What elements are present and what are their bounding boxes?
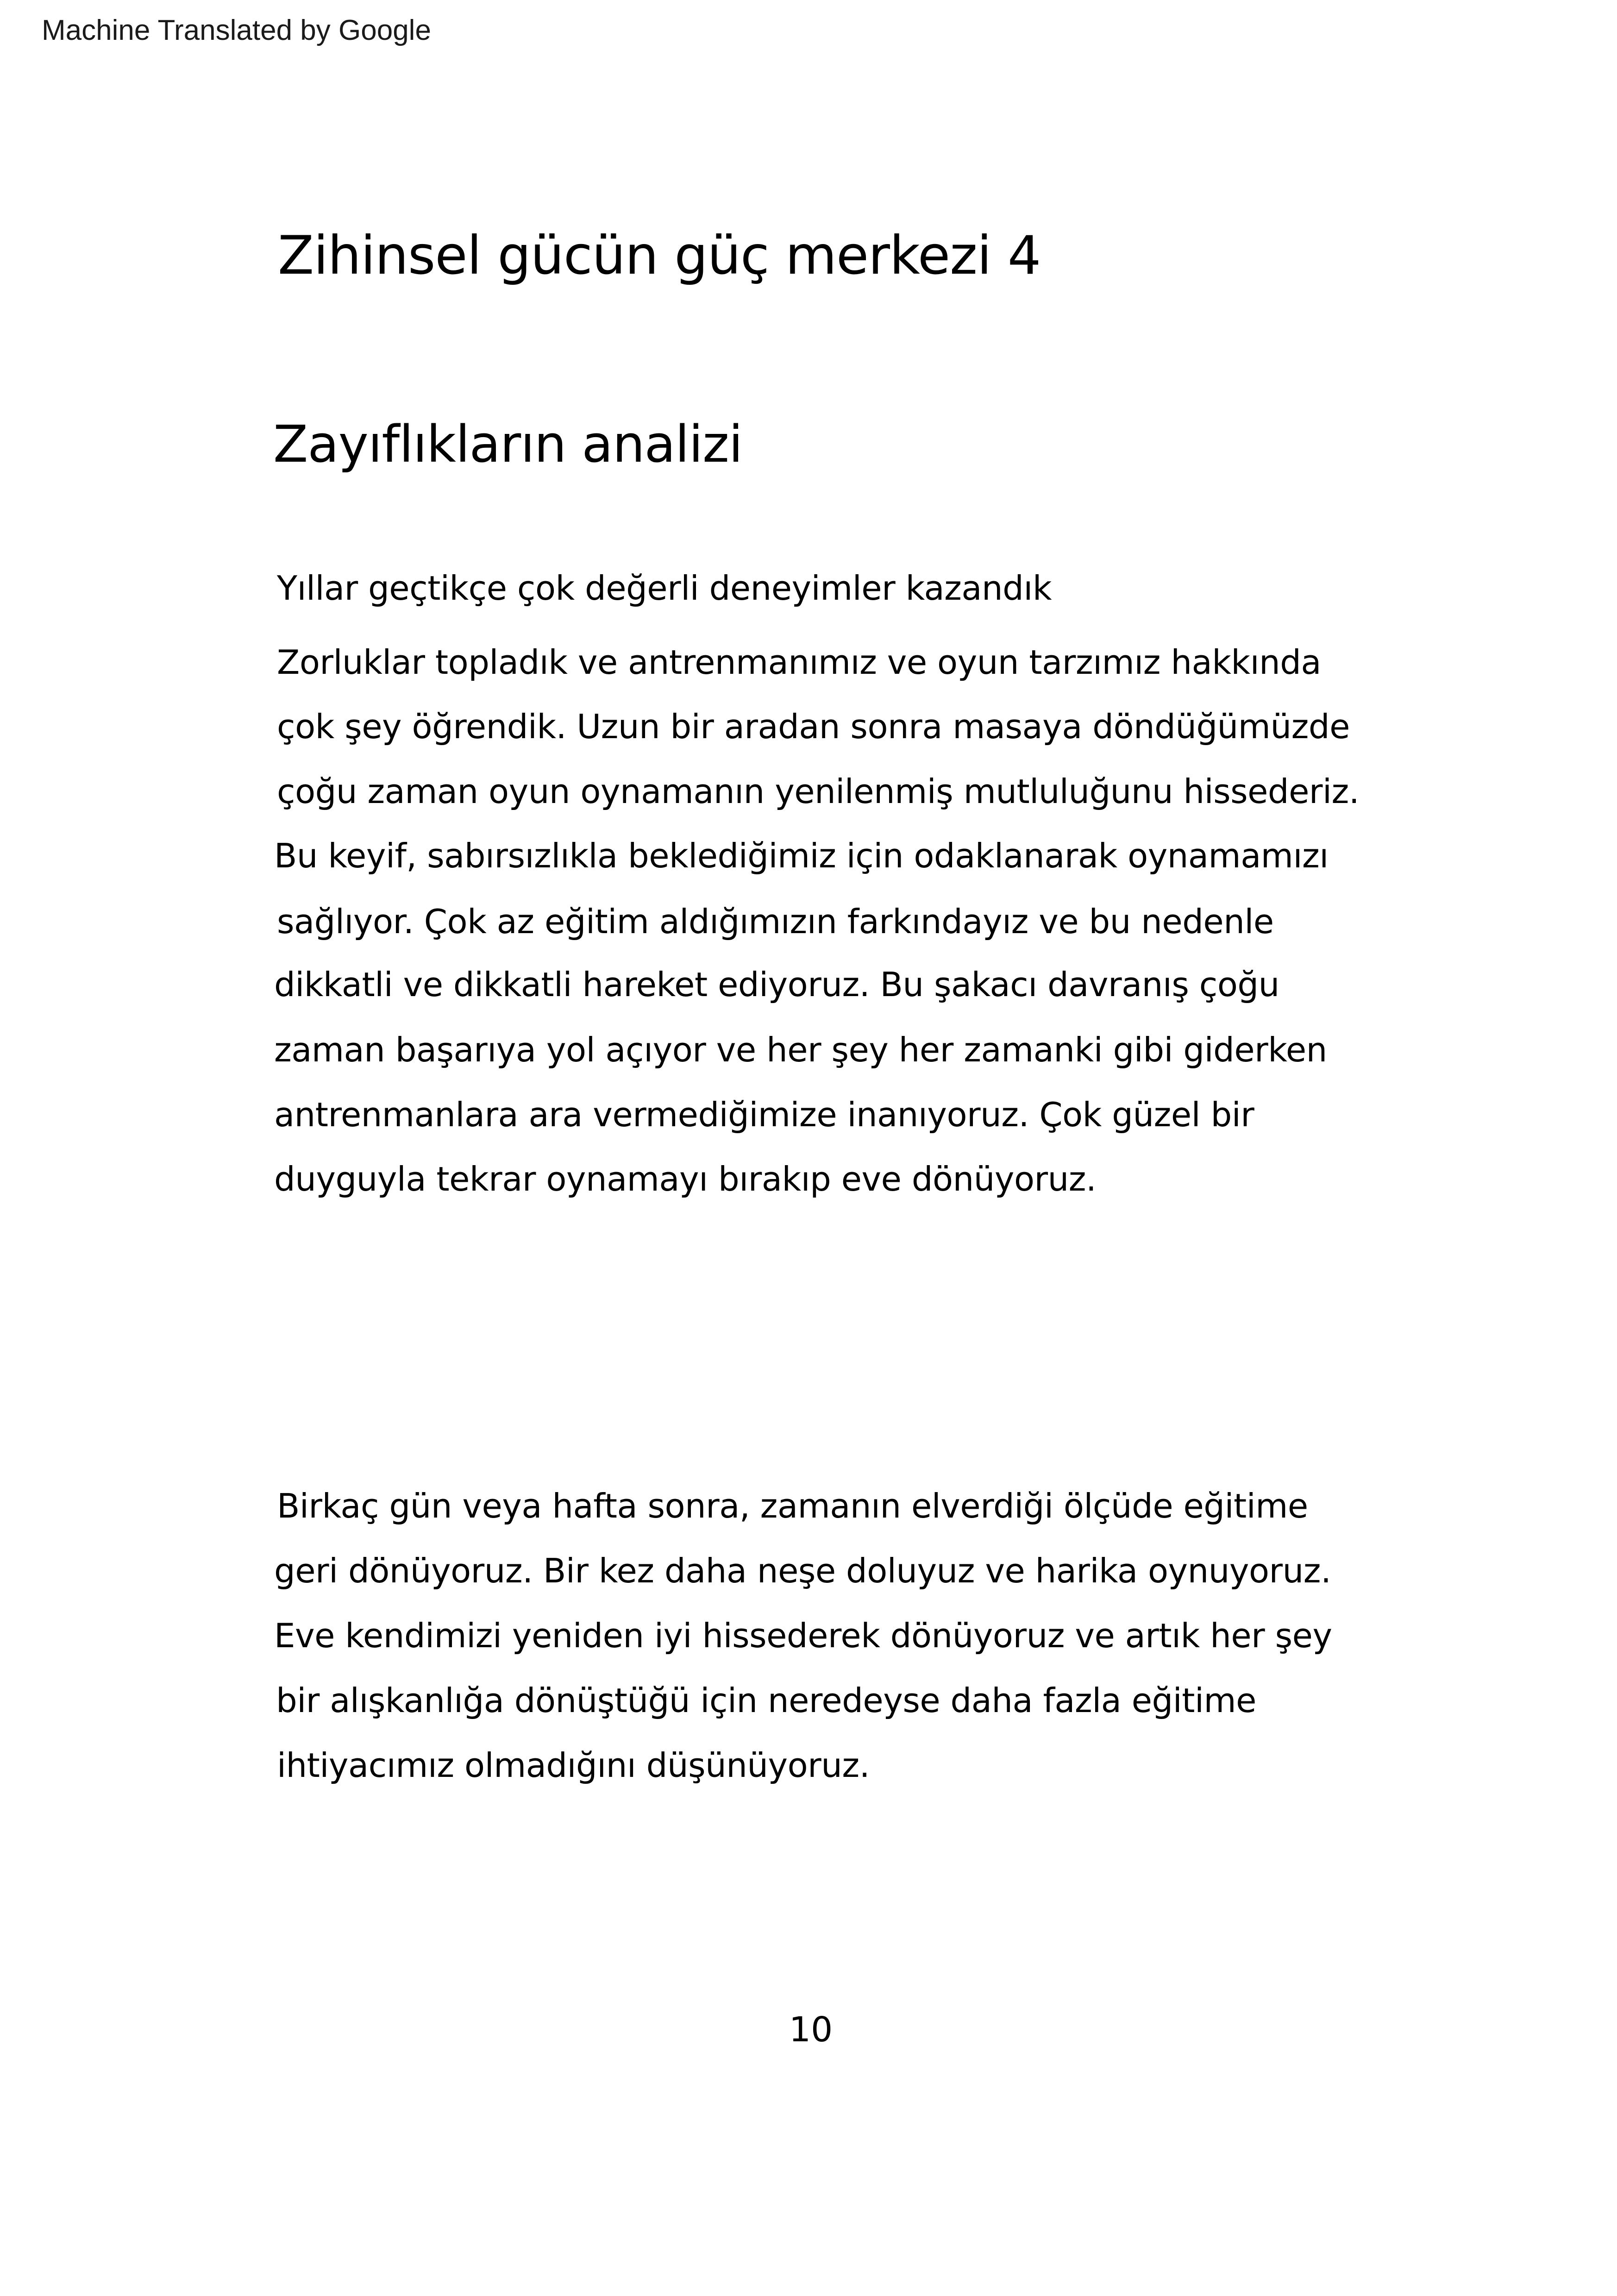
paragraph-line: dikkatli ve dikkatli hareket ediyoruz. Bu şakacı davranış çoğu	[274, 965, 1279, 1004]
machine-translation-watermark: Machine Translated by Google	[42, 14, 431, 46]
page-number: 10	[789, 2010, 833, 2050]
paragraph-line: Yıllar geçtikçe çok değerli deneyimler kazandık	[277, 569, 1052, 608]
section-title: Zayıflıkların analizi	[273, 414, 743, 474]
paragraph-line: Zorluklar topladık ve antrenmanımız ve oyun tarzımız hakkında	[277, 643, 1322, 682]
paragraph-line: Eve kendimizi yeniden iyi hissederek dönüyoruz ve artık her şey	[274, 1616, 1332, 1655]
paragraph-line: geri dönüyoruz. Bir kez daha neşe doluyuz ve harika oynuyoruz.	[274, 1551, 1331, 1590]
paragraph-line: sağlıyor. Çok az eğitim aldığımızın farkındayız ve bu nedenle	[277, 902, 1274, 941]
page-title: Zihinsel gücün güç merkezi 4	[278, 225, 1041, 286]
paragraph-line: antrenmanlara ara vermediğimize inanıyoruz. Çok güzel bir	[274, 1095, 1254, 1134]
paragraph-line: çok şey öğrendik. Uzun bir aradan sonra masaya döndüğümüzde	[277, 707, 1350, 746]
paragraph-line: bir alışkanlığa dönüştüğü için neredeyse daha fazla eğitime	[276, 1681, 1256, 1720]
paragraph-line: Bu keyif, sabırsızlıkla beklediğimiz için odaklanarak oynamamızı	[274, 836, 1329, 875]
paragraph-line: Birkaç gün veya hafta sonra, zamanın elverdiği ölçüde eğitime	[277, 1487, 1308, 1525]
paragraph-line: çoğu zaman oyun oynamanın yenilenmiş mutluluğunu hissederiz.	[277, 772, 1360, 811]
paragraph-line: zaman başarıya yol açıyor ve her şey her zamanki gibi giderken	[274, 1030, 1327, 1069]
paragraph-line: duyguyla tekrar oynamayı bırakıp eve dönüyoruz.	[274, 1160, 1097, 1198]
paragraph-line: ihtiyacımız olmadığını düşünüyoruz.	[277, 1746, 870, 1785]
